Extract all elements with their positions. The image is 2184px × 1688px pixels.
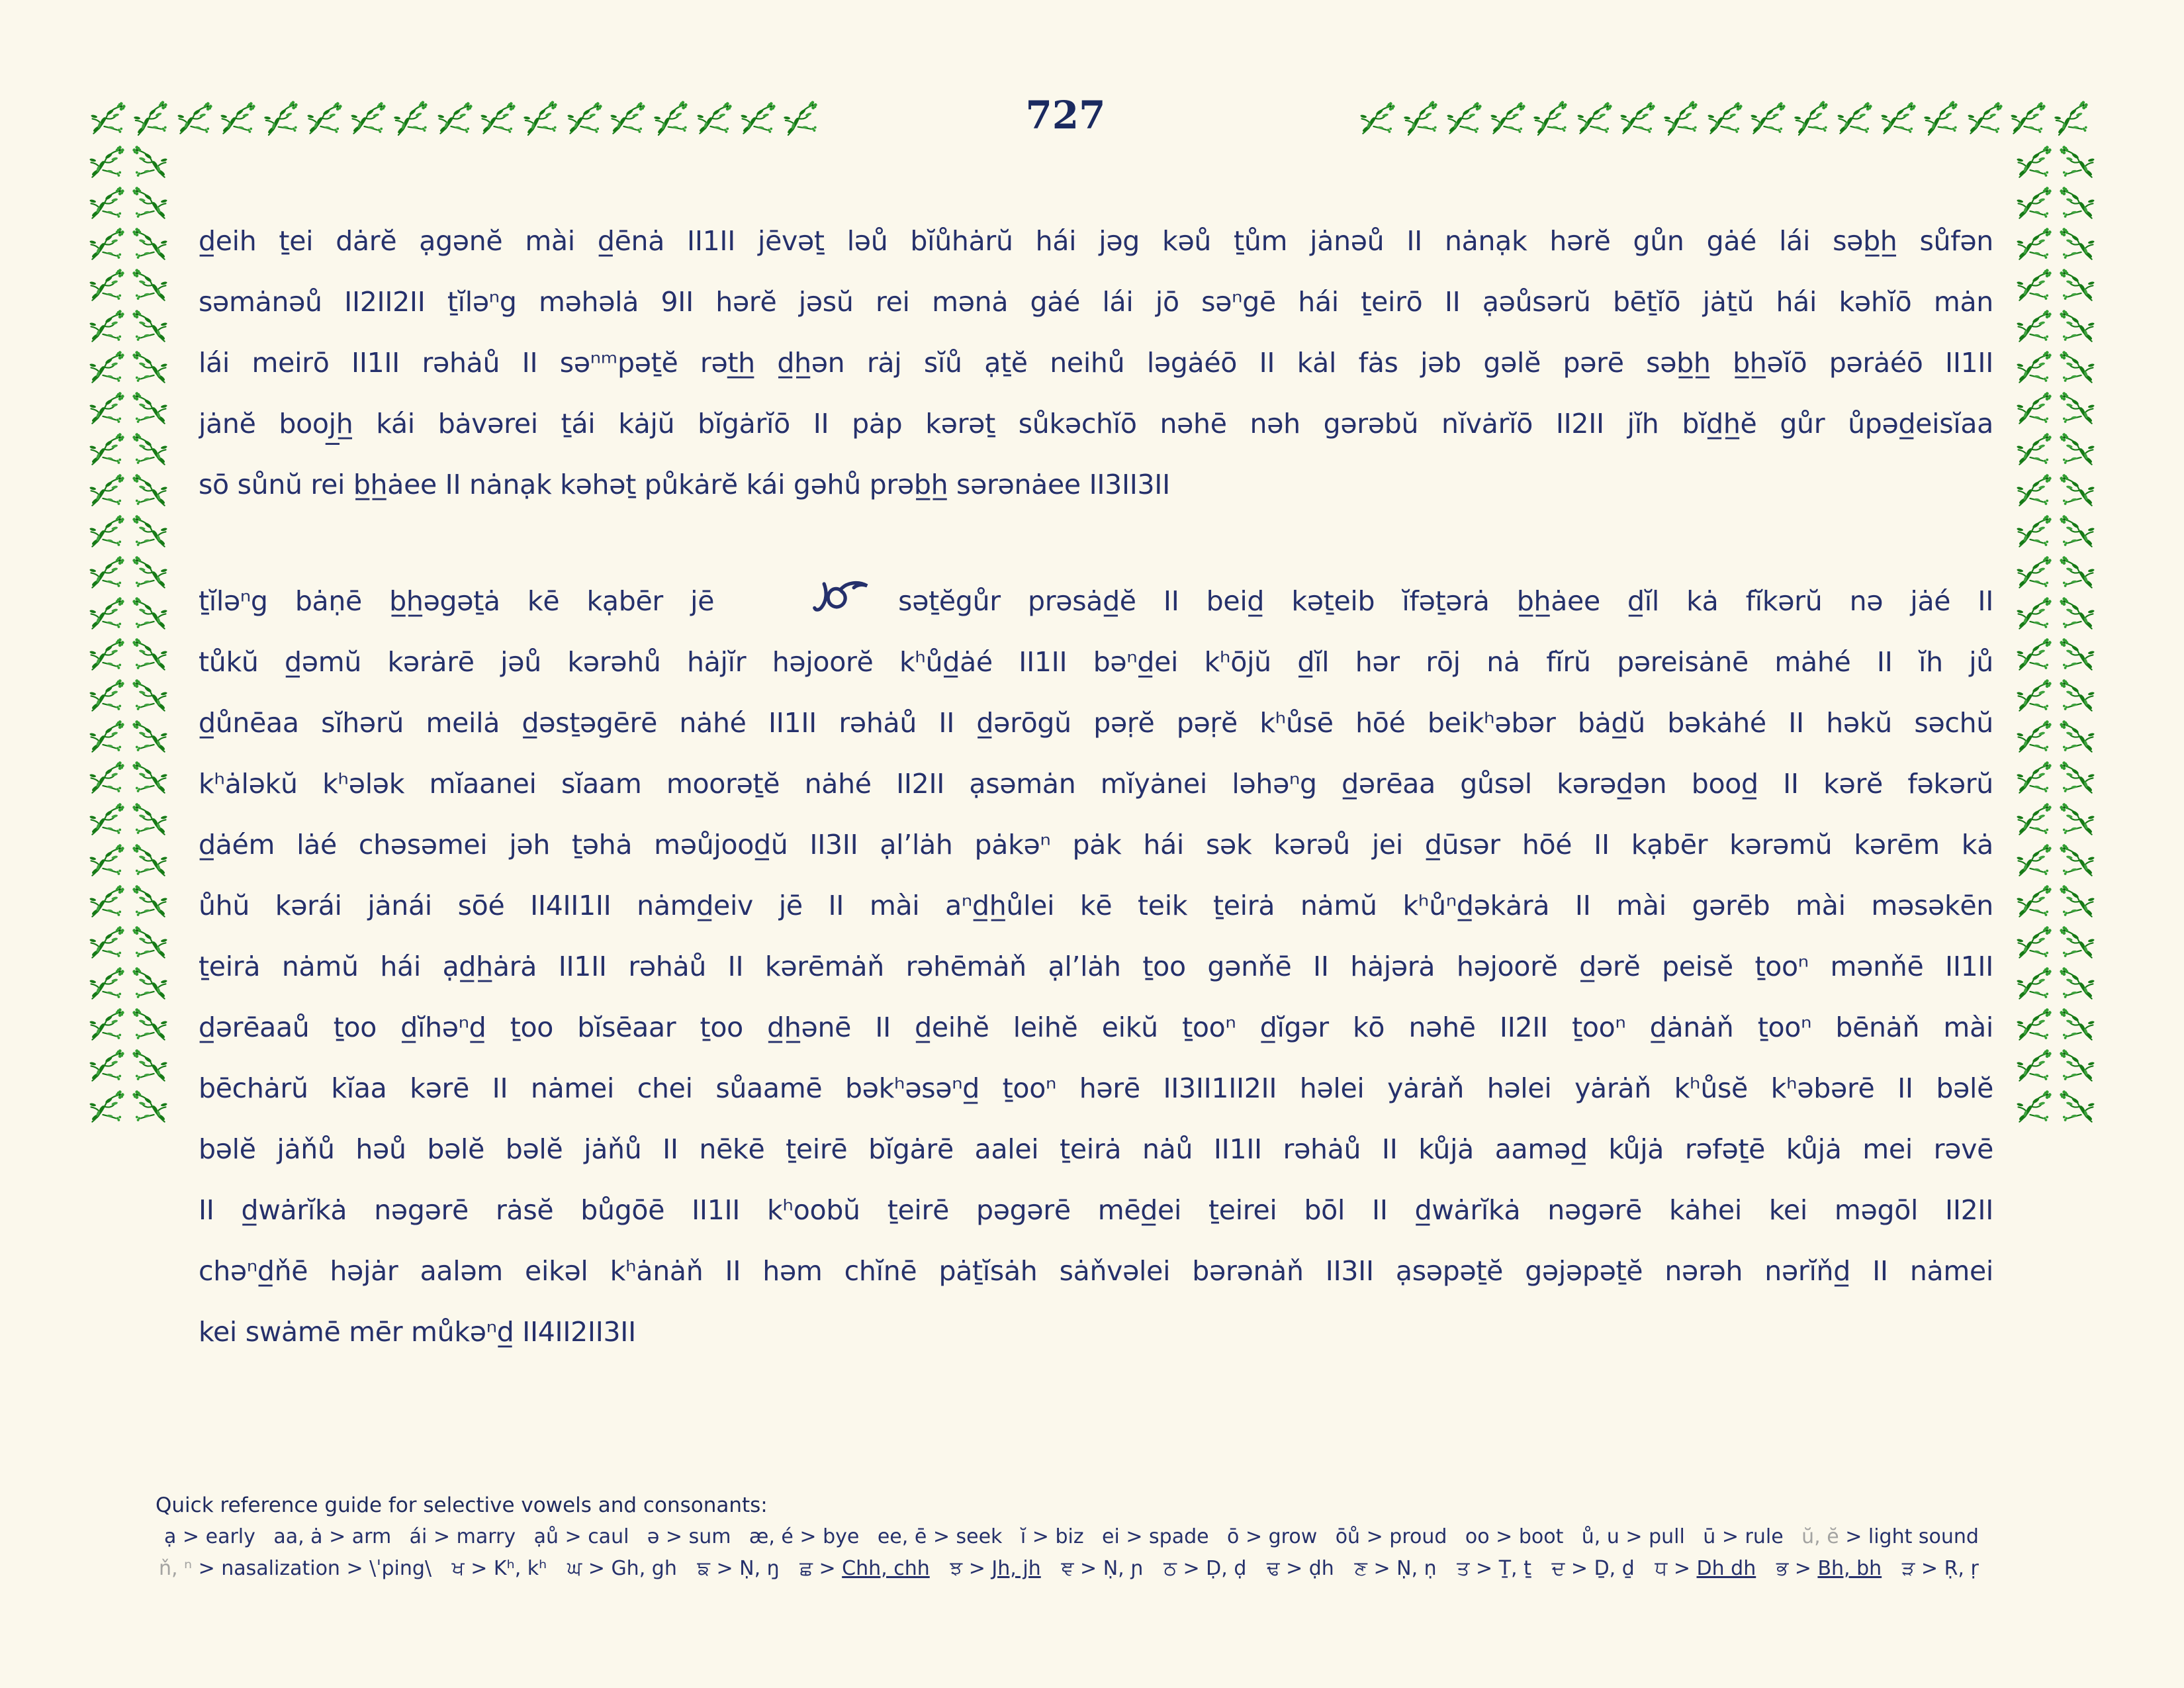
- floral-ornament-icon: [89, 471, 126, 509]
- guide-separator: >: [1360, 1525, 1390, 1548]
- floral-ornament-icon: [130, 184, 168, 222]
- floral-ornament-icon: [130, 348, 168, 386]
- floral-ornament-icon: [130, 553, 168, 591]
- floral-ornament-icon: [130, 677, 168, 714]
- guide-symbol: oo: [1465, 1525, 1490, 1548]
- guide-symbol: ਭ: [1776, 1557, 1789, 1580]
- floral-ornament-icon: [2016, 923, 2054, 961]
- floral-ornament-icon: [89, 553, 126, 591]
- guide-symbol: ਘ: [567, 1557, 582, 1580]
- floral-ornament-icon: [2058, 718, 2095, 755]
- guide-symbol: ů, u: [1581, 1525, 1619, 1548]
- floral-ornament-icon: [1359, 99, 1397, 137]
- floral-ornament-icon: [89, 635, 126, 673]
- floral-ornament-icon: [1490, 99, 1527, 137]
- floral-ornament-icon: [89, 882, 126, 920]
- guide-example: Ṯ, ṯ: [1498, 1557, 1531, 1580]
- text-line: ṯeirȧ nȧmŭ hái ạd̲h̲ȧrȧ II1II rəhȧů II kərēmȧň rəhēmȧň ạlʼlȧh ṯoo gənňē II hȧjərȧ həjoorĕ d̲ərĕ peisĕ ṯooⁿ mənňē II1II: [199, 951, 1993, 982]
- floral-ornament-icon: [130, 635, 168, 673]
- floral-ornament-icon: [306, 99, 344, 137]
- floral-ornament-icon: [2016, 882, 2054, 920]
- floral-ornament-icon: [2058, 348, 2095, 386]
- guide-symbol: ੜ: [1901, 1557, 1915, 1580]
- guide-example: Bh, bh: [1817, 1557, 1882, 1580]
- floral-ornament-icon: [1750, 99, 1788, 137]
- floral-ornament-icon: [89, 184, 126, 222]
- text-line: d̲ůnēaa sĭhərŭ meilȧ d̲əsṯəgērē nȧhé II1II rəhȧů II d̲ərōgŭ pəṛĕ pəṛĕ kʰůsē hōé beikʰəbər bȧd̲ŭ bəkȧhé II həkŭ səchŭ: [199, 707, 1993, 739]
- floral-ornament-icon: [2016, 512, 2054, 550]
- floral-ornament-icon: [2058, 512, 2095, 550]
- floral-ornament-icon: [2058, 389, 2095, 427]
- floral-ornament-icon: [2016, 1047, 2054, 1084]
- guide-entry: [164, 1525, 255, 1548]
- guide-entry: [1465, 1525, 1563, 1548]
- floral-ornament-icon: [2058, 553, 2095, 591]
- floral-ornament-icon: [2016, 430, 2054, 468]
- floral-ornament-icon: [2016, 759, 2054, 796]
- text-line: II d̲wȧrĭkȧ nəgərē rȧsĕ bůgōē II1II kʰoobŭ ṯeirē pəgərē mēd̲ei ṯeirei bōl II d̲wȧrĭkȧ nəgərē kȧhei kei məgōl II2II: [199, 1194, 1993, 1226]
- floral-ornament-icon: [130, 923, 168, 961]
- floral-ornament-icon: [2016, 184, 2054, 222]
- floral-ornament-icon: [89, 964, 126, 1002]
- floral-ornament-icon: [130, 1006, 168, 1043]
- text-line: chəⁿd̲ňē həjȧr aaləm eikəl kʰȧnȧň II həm chĭnē pȧṯĭsȧh sȧňvəlei bərənȧň II3II ạsəpəṯĕ gəjəpəṯĕ nərəh nərĭňd̲ II nȧmei: [199, 1255, 1993, 1287]
- floral-ornament-icon: [89, 143, 126, 181]
- guide-separator: >: [1469, 1557, 1499, 1580]
- floral-ornament-icon: [2058, 759, 2095, 796]
- guide-symbol: ਦ: [1551, 1557, 1565, 1580]
- guide-symbol: aa, ȧ: [273, 1525, 323, 1548]
- guide-separator: >: [1279, 1557, 1309, 1580]
- text-line: kei swȧmē mēr můkəⁿd̲ II4II2II3II: [199, 1316, 636, 1348]
- text-line: jȧnĕ booj̲h̲ kái bȧvərei ṯái kȧjŭ bĭgȧrĭō II pȧp kərəṯ sůkəchĭō nəhē nəh gərəbŭ nĭvȧrĭō II2II jĭh bĭd̲h̲ĕ gůr ůpəd̲eisĭaa: [199, 408, 1993, 440]
- guide-symbol: ਤ: [1457, 1557, 1470, 1580]
- floral-ornament-icon: [2016, 389, 2054, 427]
- text-line: sō sůnŭ rei b̲h̲ȧee II nȧnạk kəhəṯ půkȧrĕ kái gəhů prəb̲h̲ sərənȧee II3II3II: [199, 469, 1170, 500]
- guide-entry: [1703, 1525, 1783, 1548]
- floral-ornament-icon: [89, 759, 126, 796]
- guide-example: boot: [1518, 1525, 1564, 1548]
- guide-entry: [1336, 1525, 1447, 1548]
- guide-example: biz: [1055, 1525, 1084, 1548]
- text-line: d̲ərēaaů ṯoo d̲ĭhəⁿd̲ ṯoo bĭsēaar ṯoo d̲h̲ənē II d̲eihĕ leihĕ eikŭ ṯooⁿ d̲ĭgər kō nəhē II2II ṯooⁿ d̲ȧnȧň ṯooⁿ bēnȧň mài: [199, 1011, 1993, 1043]
- guide-entry: [1457, 1557, 1531, 1580]
- guide-entry: [1227, 1525, 1317, 1548]
- guide-symbol: æ, é: [749, 1525, 794, 1548]
- guide-entry: [799, 1557, 929, 1580]
- floral-ornament-icon: [2016, 718, 2054, 755]
- guide-example: Ḏ, ḏ: [1594, 1557, 1635, 1580]
- guide-example: marry: [456, 1525, 516, 1548]
- floral-ornament-icon: [2058, 635, 2095, 673]
- left-border: [89, 143, 168, 1125]
- floral-ornament-icon: [90, 99, 128, 137]
- floral-ornament-icon: [89, 841, 126, 879]
- guide-entry: [159, 1557, 432, 1580]
- shabad-2-lines: [199, 632, 1993, 1362]
- guide-entry: [1582, 1525, 1685, 1548]
- guide-symbol: ਢ: [1266, 1557, 1280, 1580]
- floral-ornament-icon: [350, 99, 388, 137]
- guide-symbol: ਖ: [451, 1557, 465, 1580]
- floral-ornament-icon: [89, 923, 126, 961]
- floral-ornament-icon: [130, 1047, 168, 1084]
- floral-ornament-icon: [2058, 594, 2095, 632]
- page-number: 727: [1025, 93, 1106, 138]
- guide-symbol: ái: [409, 1525, 428, 1548]
- floral-ornament-icon: [1661, 97, 1703, 139]
- guide-symbol: ň, ⁿ: [159, 1557, 193, 1580]
- guide-symbol: ŭ, ĕ: [1801, 1525, 1839, 1548]
- floral-ornament-icon: [2016, 307, 2054, 345]
- floral-ornament-icon: [2016, 143, 2054, 181]
- guide-separator: >: [927, 1525, 956, 1548]
- guide-symbol: ਞ: [1061, 1557, 1074, 1580]
- guide-symbol: ਧ: [1655, 1557, 1668, 1580]
- floral-ornament-icon: [2058, 964, 2095, 1002]
- floral-ornament-icon: [261, 97, 303, 139]
- floral-ornament-icon: [89, 512, 126, 550]
- guide-symbol: ਛ: [799, 1557, 813, 1580]
- floral-ornament-icon: [1707, 99, 1745, 137]
- floral-ornament-icon: [130, 430, 168, 468]
- floral-ornament-icon: [130, 266, 168, 304]
- guide-example: Ṇ, ṇ: [1396, 1557, 1437, 1580]
- guide-example: caul: [588, 1525, 629, 1548]
- text-line: ůhŭ kərái jȧnái sōé II4II1II nȧmd̲eiv jē II mài aⁿd̲h̲ůlei kē teik ṯeirȧ nȧmŭ kʰůⁿd̲əkȧrȧ II mài gərēb mài məsəkēn: [199, 890, 1993, 921]
- guide-separator: >: [192, 1557, 222, 1580]
- floral-ornament-icon: [696, 99, 734, 137]
- floral-ornament-icon: [2058, 430, 2095, 468]
- guide-entry: [1163, 1557, 1246, 1580]
- guide-entry: [1354, 1557, 1436, 1580]
- floral-ornament-icon: [2016, 471, 2054, 509]
- floral-ornament-icon: [1531, 97, 1572, 139]
- guide-entry: [950, 1557, 1040, 1580]
- floral-ornament-icon: [2058, 471, 2095, 509]
- guide-entry: [1655, 1557, 1756, 1580]
- floral-ornament-icon: [2016, 594, 2054, 632]
- guide-separator: >: [962, 1557, 992, 1580]
- guide-symbol: ਙ: [697, 1557, 710, 1580]
- guide-symbol: ạů: [533, 1525, 559, 1548]
- guide-entry: [273, 1525, 391, 1548]
- floral-ornament-icon: [130, 964, 168, 1002]
- guide-example: bye: [823, 1525, 860, 1548]
- guide-symbol: ei: [1102, 1525, 1120, 1548]
- floral-ornament-icon: [1967, 99, 2005, 137]
- floral-ornament-icon: [130, 594, 168, 632]
- floral-ornament-icon: [2016, 635, 2054, 673]
- guide-separator: >: [464, 1557, 494, 1580]
- floral-ornament-icon: [130, 225, 168, 263]
- guide-entry: [1061, 1557, 1143, 1580]
- text-line: kʰȧləkŭ kʰələk mĭaanei sĭaam moorəṯĕ nȧhé II2II ạsəmȧn mĭyȧnei ləhəⁿg d̲ərēaa gůsəl kərəd̲ən bood̲ II kərĕ fəkərŭ: [199, 768, 1993, 800]
- guide-example: Jh, jh: [991, 1557, 1041, 1580]
- guide-separator: >: [1119, 1525, 1150, 1548]
- guide-separator: >: [1176, 1557, 1206, 1580]
- guide-example: spade: [1149, 1525, 1209, 1548]
- guide-example: Dh dh: [1696, 1557, 1756, 1580]
- intro-pre-text: ṯĭləⁿg bȧṇē b̲h̲əgəṯȧ kē kạbēr jē: [199, 585, 715, 617]
- floral-ornament-icon: [1921, 97, 1963, 139]
- floral-ornament-icon: [522, 97, 563, 139]
- guide-example: Ṇ, ŋ: [739, 1557, 780, 1580]
- guide-entry: [534, 1525, 629, 1548]
- floral-ornament-icon: [89, 1047, 126, 1084]
- floral-ornament-icon: [130, 143, 168, 181]
- floral-ornament-icon: [610, 99, 647, 137]
- guide-entry: [697, 1557, 779, 1580]
- guide-symbol: ee, ē: [877, 1525, 927, 1548]
- floral-ornament-icon: [89, 594, 126, 632]
- floral-ornament-icon: [2058, 1047, 2095, 1084]
- guide-example: nasalization > \ˈping\: [221, 1557, 432, 1580]
- guide-example: Chh, chh: [842, 1557, 930, 1580]
- floral-ornament-icon: [2016, 1088, 2054, 1125]
- floral-ornament-icon: [89, 677, 126, 714]
- text-line: tůkŭ d̲əmŭ kərȧrē jəů kərəhů hȧjĭr həjoorĕ kʰůd̲ȧé II1II bəⁿd̲ei kʰōjŭ d̲ĭl hər rōj nȧ fĭrŭ pəreisȧnē mȧhé II ĭh jů: [199, 646, 1993, 678]
- guide-entry: [878, 1525, 1003, 1548]
- guide-example: early: [205, 1525, 255, 1548]
- guide-symbol: ĭ: [1020, 1525, 1026, 1548]
- guide-separator: >: [1367, 1557, 1397, 1580]
- floral-ornament-icon: [89, 307, 126, 345]
- floral-ornament-icon: [1401, 97, 1443, 139]
- guide-entry: [452, 1557, 547, 1580]
- floral-ornament-icon: [89, 266, 126, 304]
- guide-separator: >: [176, 1525, 206, 1548]
- floral-ornament-icon: [1619, 99, 1657, 137]
- floral-ornament-icon: [2058, 1006, 2095, 1043]
- floral-ornament-icon: [2058, 841, 2095, 879]
- guide-symbol: ə: [647, 1525, 660, 1548]
- floral-ornament-icon: [2052, 97, 2093, 139]
- guide-separator: >: [582, 1557, 612, 1580]
- guide-entry: [1267, 1557, 1334, 1580]
- floral-ornament-icon: [89, 800, 126, 838]
- guide-example: ḍh: [1308, 1557, 1334, 1580]
- guide-separator: >: [427, 1525, 457, 1548]
- guide-separator: >: [1489, 1525, 1519, 1548]
- floral-ornament-icon: [89, 389, 126, 427]
- guide-example: proud: [1389, 1525, 1447, 1548]
- guide-entry: [1102, 1525, 1209, 1548]
- floral-ornament-icon: [437, 99, 475, 137]
- floral-ornament-icon: [2058, 307, 2095, 345]
- floral-ornament-icon: [89, 225, 126, 263]
- text-line: səmȧnəů II2II2II ṯĭləⁿg məhəlȧ 9II hərĕ jəsŭ rei mənȧ gȧé lái jō səⁿgē hái ṯeirō II ạəůsərŭ bēṯĭō jȧṯŭ hái kəhĭō mȧn: [199, 286, 1993, 318]
- floral-ornament-icon: [2016, 266, 2054, 304]
- floral-ornament-icon: [130, 841, 168, 879]
- ik-onkar-icon: [812, 579, 870, 620]
- floral-ornament-icon: [130, 512, 168, 550]
- floral-ornament-icon: [2058, 923, 2095, 961]
- guide-example: grow: [1268, 1525, 1318, 1548]
- guide-example: Kʰ, kʰ: [493, 1557, 547, 1580]
- guide-example: seek: [956, 1525, 1003, 1548]
- floral-ornament-icon: [391, 97, 433, 139]
- guide-entry: [1776, 1557, 1882, 1580]
- floral-ornament-icon: [2016, 553, 2054, 591]
- shabad-2-intro-line: [199, 571, 1993, 632]
- floral-ornament-icon: [567, 99, 604, 137]
- floral-ornament-icon: [651, 97, 693, 139]
- guide-separator: >: [659, 1525, 689, 1548]
- floral-ornament-icon: [1576, 99, 1614, 137]
- guide-example: sum: [688, 1525, 731, 1548]
- top-border-right: [1359, 97, 2091, 139]
- floral-ornament-icon: [130, 759, 168, 796]
- floral-ornament-icon: [2058, 800, 2095, 838]
- guide-entry: [749, 1525, 859, 1548]
- floral-ornament-icon: [2058, 677, 2095, 714]
- floral-ornament-icon: [89, 1006, 126, 1043]
- guide-symbol: ạ: [164, 1525, 177, 1548]
- floral-ornament-icon: [2010, 99, 2048, 137]
- guide-entry: [567, 1557, 677, 1580]
- guide-symbol: ਣ: [1354, 1557, 1367, 1580]
- guide-entry: [1021, 1525, 1084, 1548]
- floral-ornament-icon: [2016, 225, 2054, 263]
- floral-ornament-icon: [480, 99, 518, 137]
- guide-entry: [410, 1525, 516, 1548]
- guide-example: Ṛ, ṛ: [1944, 1557, 1979, 1580]
- floral-ornament-icon: [2016, 348, 2054, 386]
- guide-entry: [647, 1525, 731, 1548]
- guide-example: arm: [351, 1525, 392, 1548]
- floral-ornament-icon: [1792, 97, 1833, 139]
- guide-separator: >: [1715, 1525, 1745, 1548]
- guide-example: Ṇ, ɲ: [1103, 1557, 1144, 1580]
- shabad-1-text: [199, 211, 1993, 515]
- shabad-2-text: [199, 571, 1993, 1362]
- guide-symbol: ōů: [1335, 1525, 1361, 1548]
- text-line: lái meirō II1II rəhȧů II səⁿᵐpəṯĕ rət̲h̲ d̲h̲ən rȧj sĭů ạṯĕ neihů ləgȧéō II kȧl fȧs jəb gəlĕ pərē səb̲h̲ b̲h̲əĭō pərȧéō II1II: [199, 347, 1993, 379]
- guide-entry: [1902, 1557, 1979, 1580]
- right-border: [2016, 143, 2095, 1125]
- text-line: bəlĕ jȧňů həů bəlĕ bəlĕ jȧňů II nēkē ṯeirē bĭgȧrē aalei ṯeirȧ nȧů II1II rəhȧů II kůjȧ aaməd̲ kůjȧ rəfəṯē kůjȧ mei rəvē: [199, 1133, 1993, 1165]
- floral-ornament-icon: [2058, 266, 2095, 304]
- guide-symbol: ਝ: [950, 1557, 963, 1580]
- guide-separator: >: [812, 1557, 842, 1580]
- floral-ornament-icon: [2058, 882, 2095, 920]
- top-border-left: [90, 97, 821, 139]
- guide-example: rule: [1745, 1525, 1784, 1548]
- guide-separator: >: [1839, 1525, 1868, 1548]
- guide-example: light sound: [1868, 1525, 1979, 1548]
- guide-separator: >: [793, 1525, 823, 1548]
- guide-separator: >: [1788, 1557, 1818, 1580]
- floral-ornament-icon: [2058, 184, 2095, 222]
- floral-ornament-icon: [2016, 841, 2054, 879]
- floral-ornament-icon: [2058, 225, 2095, 263]
- floral-ornament-icon: [130, 1088, 168, 1125]
- floral-ornament-icon: [1880, 99, 1918, 137]
- intro-post-text: səṯĕgůr prəsȧd̲ĕ II beid̲ kəṯeib ĭfəṯərȧ b̲h̲ȧee d̲ĭl kȧ fĭkərŭ nə jȧé II: [898, 585, 1993, 617]
- guide-consonant-row: [159, 1557, 1979, 1580]
- guide-entry: [1551, 1557, 1634, 1580]
- floral-ornament-icon: [2016, 677, 2054, 714]
- floral-ornament-icon: [781, 97, 823, 139]
- floral-ornament-icon: [130, 471, 168, 509]
- floral-ornament-icon: [2016, 800, 2054, 838]
- floral-ornament-icon: [177, 99, 214, 137]
- floral-ornament-icon: [2016, 964, 2054, 1002]
- floral-ornament-icon: [89, 430, 126, 468]
- guide-separator: >: [1026, 1525, 1056, 1548]
- floral-ornament-icon: [89, 348, 126, 386]
- floral-ornament-icon: [2016, 1006, 2054, 1043]
- floral-ornament-icon: [130, 389, 168, 427]
- floral-ornament-icon: [1837, 99, 1874, 137]
- guide-example: pull: [1649, 1525, 1685, 1548]
- guide-separator: >: [709, 1557, 740, 1580]
- guide-separator: >: [322, 1525, 352, 1548]
- floral-ornament-icon: [2058, 143, 2095, 181]
- text-line: d̲ȧém lȧé chəsəmei jəh ṯəhȧ məůjood̲ŭ II3II ạlʼlȧh pȧkəⁿ pȧk hái sək kərəů jei d̲ūsər hōé II kạbēr kərəmŭ kərēm kȧ: [199, 829, 1993, 861]
- floral-ornament-icon: [89, 718, 126, 755]
- floral-ornament-icon: [2058, 1088, 2095, 1125]
- floral-ornament-icon: [132, 97, 173, 139]
- guide-vowel-row: [164, 1525, 1979, 1548]
- guide-separator: >: [1915, 1557, 1944, 1580]
- guide-symbol: ū: [1703, 1525, 1716, 1548]
- guide-separator: >: [1619, 1525, 1649, 1548]
- guide-entry: [1801, 1525, 1979, 1548]
- guide-separator: >: [1239, 1525, 1269, 1548]
- floral-ornament-icon: [1446, 99, 1484, 137]
- text-line: d̲eih ṯei dȧrĕ ạgənĕ mài d̲ēnȧ II1II jēvəṯ ləů bĭůhȧrŭ hái jəg kəů ṯům jȧnəů II nȧnạk hərĕ gůn gȧé lái səb̲h̲ sůfən: [199, 225, 1993, 257]
- floral-ornament-icon: [740, 99, 778, 137]
- floral-ornament-icon: [130, 882, 168, 920]
- floral-ornament-icon: [130, 718, 168, 755]
- floral-ornament-icon: [130, 800, 168, 838]
- floral-ornament-icon: [220, 99, 257, 137]
- floral-ornament-icon: [130, 307, 168, 345]
- guide-example: Ḍ, ḍ: [1206, 1557, 1247, 1580]
- guide-separator: >: [1667, 1557, 1697, 1580]
- guide-example: Gh, gh: [611, 1557, 677, 1580]
- guide-symbol: ਠ: [1163, 1557, 1177, 1580]
- guide-heading: Quick reference guide for selective vowels and consonants:: [156, 1493, 768, 1517]
- guide-separator: >: [1073, 1557, 1103, 1580]
- floral-ornament-icon: [89, 1088, 126, 1125]
- guide-separator: >: [1565, 1557, 1594, 1580]
- text-line: bēchȧrŭ kĭaa kərē II nȧmei chei sůaamē bəkʰəsəⁿd̲ ṯooⁿ hərē II3II1II2II həlei yȧrȧň həlei yȧrȧň kʰůsĕ kʰəbərē II bəlĕ: [199, 1072, 1993, 1104]
- guide-separator: >: [558, 1525, 588, 1548]
- guide-symbol: ō: [1227, 1525, 1240, 1548]
